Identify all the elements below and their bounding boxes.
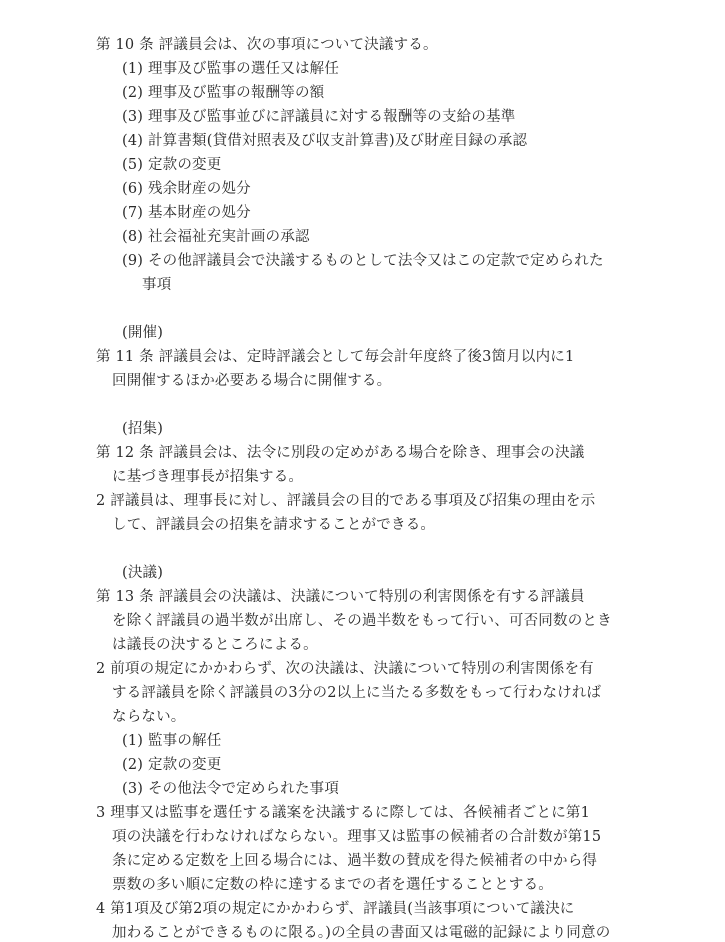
text-line: (8) 社会福祉充実計画の承認 <box>122 229 310 245</box>
text-line: を除く評議員の過半数が出席し、その過半数をもって行い、可否同数のとき <box>112 613 612 629</box>
text-line: (3) その他法令で定められた事項 <box>122 781 340 797</box>
text-line: (1) 理事及び監事の選任又は解任 <box>122 61 340 77</box>
text-line: 加わることができるものに限る。)の全員の書面又は電磁的記録により同意の <box>112 925 611 941</box>
text-line: 4 第1項及び第2項の規定にかかわらず、評議員(当該事項について議決に <box>96 901 575 917</box>
text-line: 票数の多い順に定数の枠に達するまでの者を選任することとする。 <box>112 877 553 893</box>
text-line: (6) 残余財産の処分 <box>122 181 251 197</box>
text-line: 3 理事又は監事を選任する議案を決議するに際しては、各候補者ごとに第1 <box>96 805 591 821</box>
text-line: (2) 理事及び監事の報酬等の額 <box>122 85 325 101</box>
text-line: (招集) <box>122 421 164 437</box>
text-line: (7) 基本財産の処分 <box>122 205 251 221</box>
text-line: 条に定める定数を上回る場合には、過半数の賛成を得た候補者の中から得 <box>112 853 598 869</box>
text-line: 第 12 条 評議員会は、法令に別段の定めがある場合を除き、理事会の決議 <box>96 445 585 461</box>
text-line: (2) 定款の変更 <box>122 757 222 773</box>
text-line: する評議員を除く評議員の3分の2以上に当たる多数をもって行わなければ <box>112 685 602 701</box>
text-line: して、評議員会の招集を請求することができる。 <box>112 517 436 533</box>
text-line: (5) 定款の変更 <box>122 157 222 173</box>
text-line: ならない。 <box>112 709 186 725</box>
text-line: (決議) <box>122 565 164 581</box>
text-line: (開催) <box>122 325 164 341</box>
text-line: (4) 計算書類(貸借対照表及び収支計算書)及び財産目録の承認 <box>122 133 528 149</box>
text-line: (3) 理事及び監事並びに評議員に対する報酬等の支給の基準 <box>122 109 516 125</box>
text-line: 第 11 条 評議員会は、定時評議会として毎会計年度終了後3箇月以内に1 <box>96 349 575 365</box>
text-line: 事項 <box>142 277 172 293</box>
text-line: 回開催するほか必要ある場合に開催する。 <box>112 373 392 389</box>
text-line: 項の決議を行わなければならない。理事又は監事の候補者の合計数が第15 <box>112 829 602 845</box>
text-line: 2 前項の規定にかかわらず、次の決議は、決議について特別の利害関係を有 <box>96 661 594 677</box>
text-line: (9) その他評議員会で決議するものとして法令又はこの定款で定められた <box>122 253 604 269</box>
text-line: は議長の決するところによる。 <box>112 637 318 653</box>
text-line: 2 評議員は、理事長に対し、評議員会の目的である事項及び招集の理由を示 <box>96 493 596 509</box>
text-line: 第 13 条 評議員会の決議は、決議について特別の利害関係を有する評議員 <box>96 589 585 605</box>
text-line: (1) 監事の解任 <box>122 733 222 749</box>
text-line: に基づき理事長が招集する。 <box>112 469 304 485</box>
text-line: 第 10 条 評議員会は、次の事項について決議する。 <box>96 37 438 53</box>
